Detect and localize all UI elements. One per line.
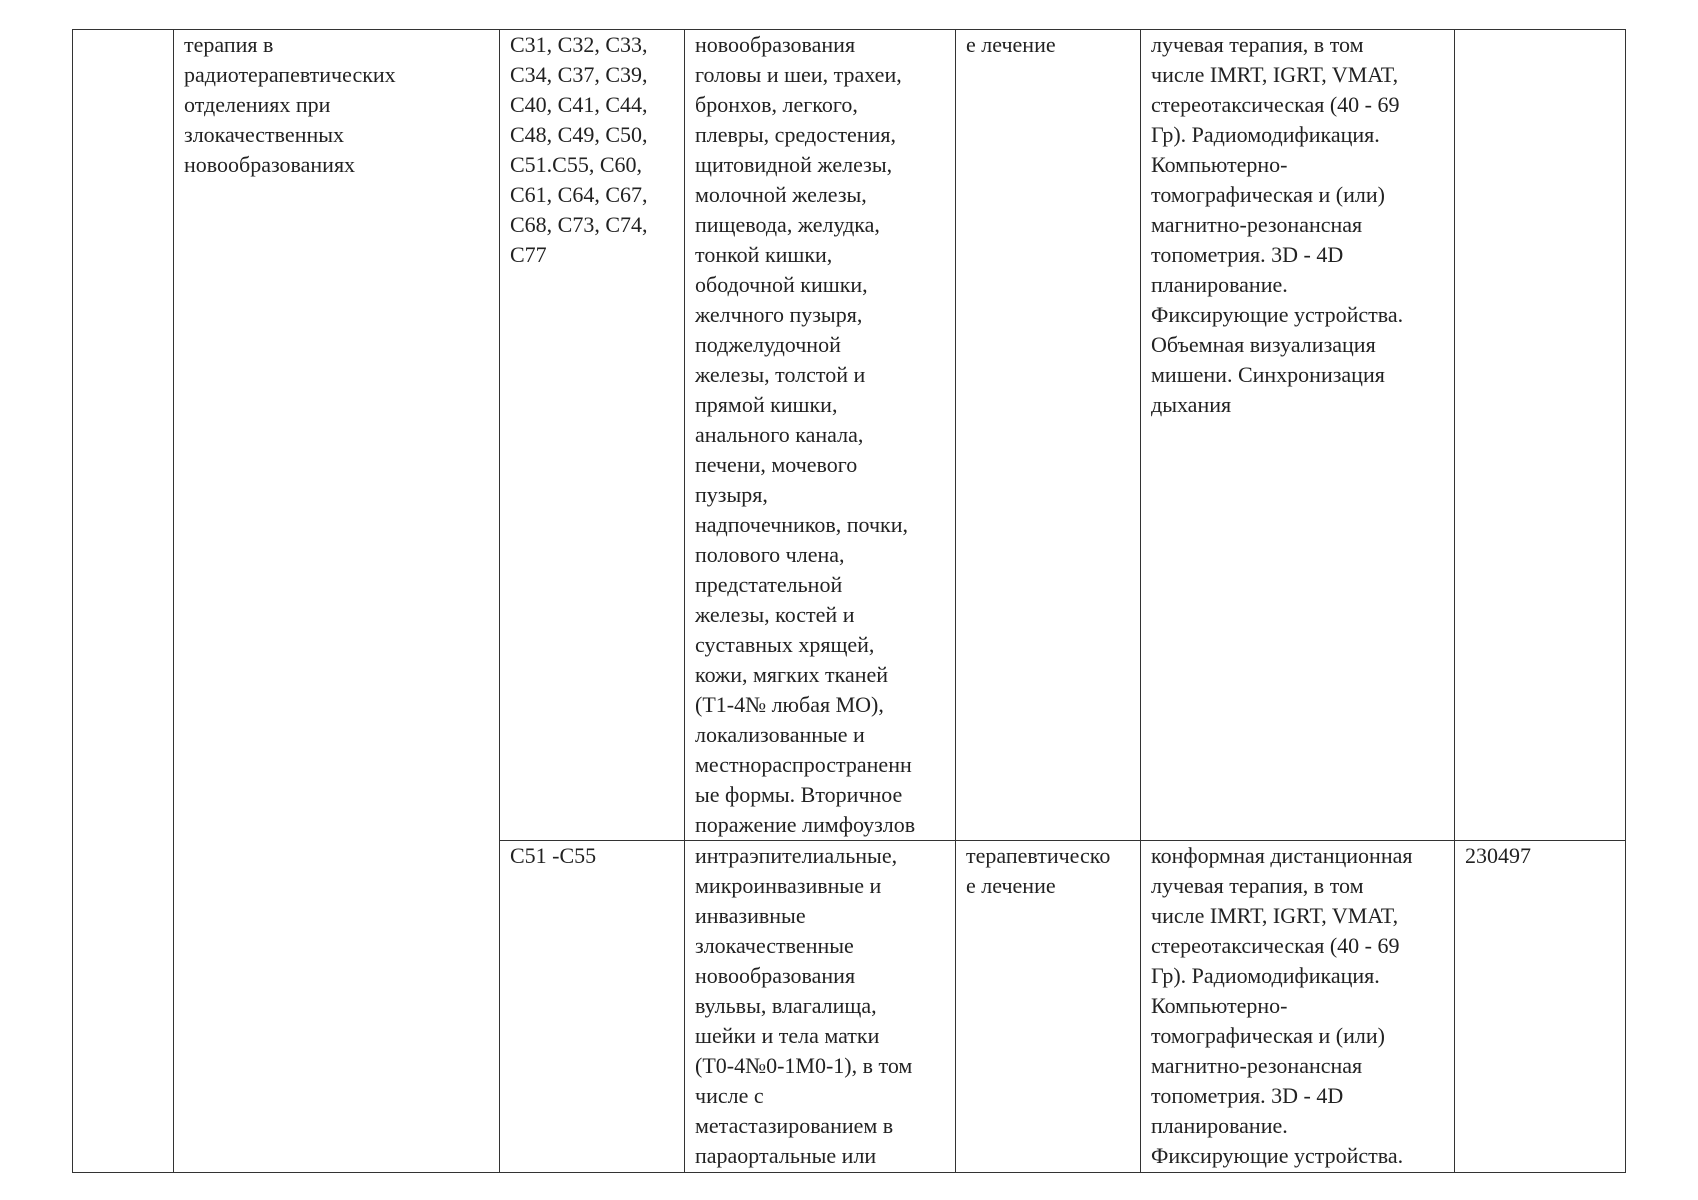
cost-cell: 230497 xyxy=(1455,841,1626,1173)
row-number-cell xyxy=(73,30,174,1173)
treatment-method-cell: конформная дистанционная лучевая терапия, в том числе IMRT, IGRT, VMAT, стереотаксическая (40 - 69 Гр). Радиомодификация. Компьютерно- томографическая и (или) магнитно-резонансная топометрия. 3D - 4D планирование. Фиксирующие устройства. xyxy=(1141,841,1455,1173)
diagnosis-cell: интраэпителиальные, микроинвазивные и инвазивные злокачественные новообразования вульвы, влагалища, шейки и тела матки (T0-4№0-1M0-1), в том числе с метастазированием в параортальные или xyxy=(685,841,956,1173)
treatment-type-cell: терапевтическо е лечение xyxy=(956,841,1141,1173)
medical-care-table xyxy=(72,29,1626,1173)
cost-cell xyxy=(1455,30,1626,841)
icd-codes-cell: C51 -C55 xyxy=(500,841,685,1173)
diagnosis-cell: новообразования головы и шеи, трахеи, бронхов, легкого, плевры, средостения, щитовидной железы, молочной железы, пищевода, желудка, тонкой кишки, ободочной кишки, желчного пузыря, поджелудочной железы, толстой и прямой кишки, анального канала, печени, мочевого пузыря, надпочечников, почки, полового члена, предстательной железы, костей и суставных хрящей, кожи, мягких тканей (T1-4№ любая MO), локализованные и местнораспространенн ые формы. Вторичное поражение лимфоузлов xyxy=(685,30,956,841)
treatment-method-cell: лучевая терапия, в том числе IMRT, IGRT, VMAT, стереотаксическая (40 - 69 Гр). Радиомодификация. Компьютерно- томографическая и (или) магнитно-резонансная топометрия. 3D - 4D планирование. Фиксирующие устройства. Объемная визуализация мишени. Синхронизация дыхания xyxy=(1141,30,1455,841)
table-row xyxy=(73,30,1626,841)
treatment-name-cell: терапия в радиотерапевтических отделениях при злокачественных новообразованиях xyxy=(174,30,500,1173)
treatment-type-cell: е лечение xyxy=(956,30,1141,841)
icd-codes-cell: C31, C32, C33, C34, C37, C39, C40, C41, C44, C48, C49, C50, C51.C55, C60, C61, C64, C67, C68, C73, C74, C77 xyxy=(500,30,685,841)
